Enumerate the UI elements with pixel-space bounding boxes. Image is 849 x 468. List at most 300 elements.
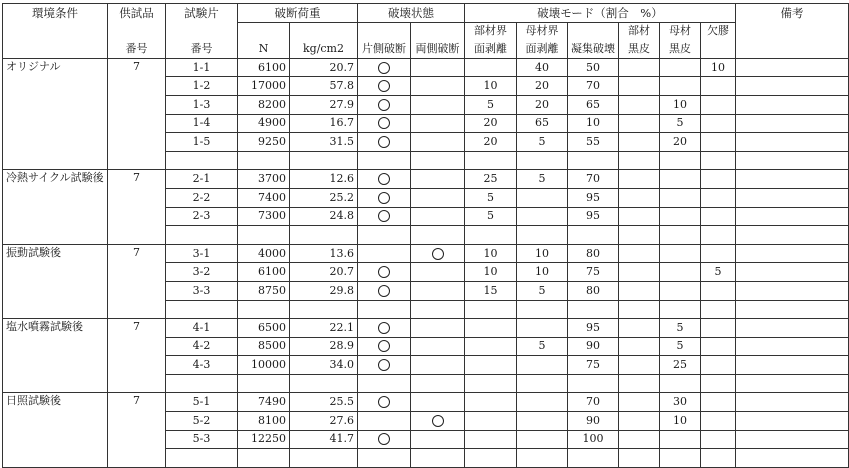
circle-mark-icon [378,322,390,334]
header-piece-line1: 試験片 [166,4,238,23]
mode-m4 [619,244,660,263]
sample-number: 7 [108,244,166,318]
state-one-side [358,188,411,207]
env-condition: 塩水噴霧試験後 [3,319,108,393]
piece-number: 5-2 [166,412,238,431]
load-n: 3700 [238,170,290,189]
blank-cell [736,374,849,393]
state-both-sides [411,430,465,449]
load-kg: 27.9 [290,95,358,114]
state-both-sides [411,77,465,96]
header-load: 破断荷重 [238,4,358,23]
load-kg: 22.1 [290,319,358,338]
state-one-side [358,319,411,338]
blank-cell [465,151,517,170]
piece-number: 1-4 [166,114,238,133]
blank-cell [736,226,849,245]
piece-number: 2-1 [166,170,238,189]
notes-cell [736,114,849,133]
mode-m4 [619,207,660,226]
blank-cell [465,449,517,468]
header-mode-m6-blank [701,40,736,58]
sample-number: 7 [108,393,166,467]
header-piece-line2: 番号 [166,40,238,58]
state-one-side [358,133,411,152]
notes-cell [736,58,849,77]
table-body [3,4,849,468]
header-mode-m5-line2: 黒皮 [660,40,701,58]
blank-cell [736,449,849,468]
load-kg: 29.8 [290,281,358,300]
load-kg: 16.7 [290,114,358,133]
notes-cell [736,207,849,226]
notes-cell [736,393,849,412]
circle-mark-icon [378,285,390,297]
blank-cell [568,300,619,319]
mode-m5: 5 [660,337,701,356]
header-notes-blank-2 [736,40,849,58]
piece-number: 4-2 [166,337,238,356]
blank-cell [358,151,411,170]
mode-m6 [701,337,736,356]
load-kg: 25.5 [290,393,358,412]
blank-cell [517,151,568,170]
blank-cell [619,300,660,319]
state-one-side [358,77,411,96]
mode-m6 [701,170,736,189]
load-kg: 24.8 [290,207,358,226]
header-state: 破壊状態 [358,4,465,23]
circle-mark-icon [378,173,390,185]
load-n: 17000 [238,77,290,96]
header-env-blank [3,22,108,40]
load-n: 8500 [238,337,290,356]
blank-cell [568,226,619,245]
header-state-both: 両側破断 [411,40,465,58]
circle-mark-icon [378,340,390,352]
mode-m4 [619,188,660,207]
header-mode-m1-line1: 部材界 [465,22,517,40]
header-sample-line2: 番号 [108,40,166,58]
state-both-sides [411,356,465,375]
piece-number: 2-2 [166,188,238,207]
blank-cell [166,449,238,468]
state-one-side [358,114,411,133]
mode-m5: 5 [660,319,701,338]
mode-m5 [660,263,701,282]
piece-number: 2-3 [166,207,238,226]
header-load-kg-blank [290,22,358,40]
header-mode-m5-line1: 母材 [660,22,701,40]
mode-m2: 5 [517,170,568,189]
blank-cell [660,226,701,245]
piece-number: 3-2 [166,263,238,282]
notes-cell [736,244,849,263]
load-n: 8200 [238,95,290,114]
mode-m5 [660,244,701,263]
mode-m3: 70 [568,170,619,189]
mode-m2 [517,412,568,431]
state-both-sides [411,337,465,356]
blank-cell [238,300,290,319]
load-n: 12250 [238,430,290,449]
blank-cell [619,226,660,245]
mode-m3: 100 [568,430,619,449]
state-one-side [358,58,411,77]
mode-m3: 90 [568,412,619,431]
header-load-kg: kg/cm2 [290,40,358,58]
env-condition: オリジナル [3,58,108,170]
mode-m6 [701,393,736,412]
mode-m6 [701,95,736,114]
blank-cell [660,300,701,319]
mode-m6: 5 [701,263,736,282]
load-n: 9250 [238,133,290,152]
mode-m4 [619,263,660,282]
mode-m4 [619,337,660,356]
mode-m2 [517,207,568,226]
header-mode-m2-line1: 母材界 [517,22,568,40]
blank-cell [465,300,517,319]
mode-m5 [660,77,701,96]
mode-m5 [660,281,701,300]
mode-m4 [619,393,660,412]
mode-m6 [701,412,736,431]
load-kg: 20.7 [290,263,358,282]
piece-number: 4-1 [166,319,238,338]
mode-m3: 50 [568,58,619,77]
mode-m1: 5 [465,95,517,114]
load-n: 7400 [238,188,290,207]
sample-number: 7 [108,58,166,170]
mode-m6 [701,207,736,226]
table-row [3,244,849,263]
mode-m5: 10 [660,95,701,114]
load-n: 8100 [238,412,290,431]
state-one-side [358,393,411,412]
mode-m2 [517,319,568,338]
notes-cell [736,77,849,96]
state-both-sides [411,393,465,412]
blank-cell [619,151,660,170]
blank-cell [701,226,736,245]
header-notes: 備考 [736,4,849,23]
mode-m6 [701,281,736,300]
state-both-sides [411,114,465,133]
mode-m5: 5 [660,114,701,133]
mode-m3: 80 [568,244,619,263]
blank-cell [701,449,736,468]
table-row [3,170,849,189]
header-state-one: 片側破断 [358,40,411,58]
test-results-table [2,3,849,468]
mode-m1 [465,356,517,375]
mode-m4 [619,133,660,152]
header-mode-m4-line1: 部材 [619,22,660,40]
table-row [3,393,849,412]
blank-cell [568,374,619,393]
blank-cell [736,300,849,319]
state-both-sides [411,319,465,338]
table-row [3,319,849,338]
blank-cell [619,449,660,468]
blank-cell [517,226,568,245]
mode-m4 [619,170,660,189]
header-notes-blank [736,22,849,40]
notes-cell [736,337,849,356]
circle-mark-icon [378,117,390,129]
mode-m4 [619,58,660,77]
state-both-sides [411,281,465,300]
header-state-both-blank [411,22,465,40]
sample-number: 7 [108,319,166,393]
blank-cell [619,374,660,393]
blank-cell [517,449,568,468]
load-n: 6100 [238,263,290,282]
mode-m6 [701,319,736,338]
state-one-side [358,263,411,282]
state-both-sides [411,412,465,431]
mode-m5 [660,207,701,226]
mode-m3: 95 [568,188,619,207]
mode-m5: 10 [660,412,701,431]
blank-cell [517,374,568,393]
state-one-side [358,430,411,449]
header-row-2 [3,22,849,40]
mode-m2: 20 [517,77,568,96]
blank-cell [411,449,465,468]
circle-mark-icon [432,248,444,260]
mode-m3: 70 [568,393,619,412]
mode-m6 [701,244,736,263]
header-mode: 破壊モード（割合 %） [465,4,736,23]
header-row-1 [3,4,849,23]
blank-cell [290,374,358,393]
mode-m3: 90 [568,337,619,356]
load-kg: 12.6 [290,170,358,189]
blank-cell [660,374,701,393]
mode-m1: 5 [465,207,517,226]
env-condition: 冷熱サイクル試験後 [3,170,108,244]
load-kg: 34.0 [290,356,358,375]
blank-cell [660,151,701,170]
mode-m4 [619,430,660,449]
mode-m2: 5 [517,281,568,300]
header-piece-blank [166,22,238,40]
blank-cell [517,300,568,319]
piece-number: 5-1 [166,393,238,412]
circle-mark-icon [378,99,390,111]
blank-cell [465,226,517,245]
load-n: 7300 [238,207,290,226]
mode-m2: 10 [517,244,568,263]
notes-cell [736,95,849,114]
notes-cell [736,188,849,207]
mode-m4 [619,114,660,133]
blank-cell [238,151,290,170]
load-kg: 25.2 [290,188,358,207]
blank-cell [411,374,465,393]
header-row-3 [3,40,849,58]
header-load-n: N [238,40,290,58]
circle-mark-icon [378,80,390,92]
mode-m1 [465,412,517,431]
header-env-blank-2 [3,40,108,58]
blank-cell [238,374,290,393]
circle-mark-icon [378,210,390,222]
mode-m1: 25 [465,170,517,189]
mode-m1: 10 [465,263,517,282]
circle-mark-icon [378,396,390,408]
load-kg: 20.7 [290,58,358,77]
piece-number: 1-1 [166,58,238,77]
load-kg: 28.9 [290,337,358,356]
mode-m2: 10 [517,263,568,282]
mode-m6 [701,356,736,375]
mode-m4 [619,356,660,375]
piece-number: 1-2 [166,77,238,96]
mode-m2: 5 [517,133,568,152]
mode-m3: 80 [568,281,619,300]
state-one-side [358,207,411,226]
notes-cell [736,356,849,375]
load-kg: 57.8 [290,77,358,96]
state-one-side [358,412,411,431]
mode-m3: 95 [568,319,619,338]
blank-cell [660,449,701,468]
mode-m6 [701,188,736,207]
notes-cell [736,170,849,189]
load-kg: 13.6 [290,244,358,263]
blank-cell [465,374,517,393]
state-both-sides [411,58,465,77]
mode-m3: 75 [568,356,619,375]
mode-m1: 20 [465,133,517,152]
mode-m4 [619,281,660,300]
mode-m1: 15 [465,281,517,300]
mode-m2 [517,393,568,412]
table-row [3,58,849,77]
circle-mark-icon [378,192,390,204]
piece-number: 1-3 [166,95,238,114]
header-mode-m1-line2: 面剥離 [465,40,517,58]
circle-mark-icon [378,359,390,371]
state-one-side [358,95,411,114]
header-state-one-blank [358,22,411,40]
circle-mark-icon [432,415,444,427]
load-n: 4000 [238,244,290,263]
blank-cell [358,226,411,245]
blank-cell [736,151,849,170]
blank-cell [411,300,465,319]
state-both-sides [411,207,465,226]
load-n: 8750 [238,281,290,300]
state-one-side [358,356,411,375]
blank-cell [701,374,736,393]
mode-m5 [660,170,701,189]
header-mode-m4-line2: 黒皮 [619,40,660,58]
blank-cell [411,226,465,245]
load-n: 10000 [238,356,290,375]
state-both-sides [411,133,465,152]
circle-mark-icon [378,433,390,445]
notes-cell [736,430,849,449]
load-n: 6500 [238,319,290,338]
mode-m5: 30 [660,393,701,412]
blank-cell [701,151,736,170]
blank-cell [568,449,619,468]
piece-number: 5-3 [166,430,238,449]
mode-m6 [701,114,736,133]
mode-m5 [660,430,701,449]
state-one-side [358,170,411,189]
blank-cell [238,226,290,245]
blank-cell [166,374,238,393]
mode-m4 [619,412,660,431]
header-sample-line1: 供試品 [108,4,166,23]
mode-m2 [517,430,568,449]
mode-m5: 25 [660,356,701,375]
notes-cell [736,319,849,338]
blank-cell [411,151,465,170]
mode-m2: 5 [517,337,568,356]
load-kg: 41.7 [290,430,358,449]
blank-cell [358,300,411,319]
mode-m1 [465,319,517,338]
mode-m1: 10 [465,244,517,263]
blank-cell [166,151,238,170]
mode-m3: 65 [568,95,619,114]
env-condition: 振動試験後 [3,244,108,318]
header-load-n-blank [238,22,290,40]
mode-m6 [701,133,736,152]
mode-m1 [465,393,517,412]
state-both-sides [411,263,465,282]
mode-m1 [465,58,517,77]
load-n: 7490 [238,393,290,412]
mode-m6 [701,77,736,96]
state-both-sides [411,188,465,207]
state-one-side [358,281,411,300]
mode-m3: 70 [568,77,619,96]
blank-cell [568,151,619,170]
mode-m2: 65 [517,114,568,133]
env-condition: 日照試験後 [3,393,108,467]
blank-cell [166,226,238,245]
load-kg: 27.6 [290,412,358,431]
mode-m2 [517,188,568,207]
notes-cell [736,263,849,282]
state-both-sides [411,95,465,114]
notes-cell [736,133,849,152]
circle-mark-icon [378,62,390,74]
mode-m1 [465,337,517,356]
mode-m2 [517,356,568,375]
circle-mark-icon [378,136,390,148]
mode-m3: 95 [568,207,619,226]
state-one-side [358,337,411,356]
blank-cell [290,226,358,245]
blank-cell [290,151,358,170]
piece-number: 1-5 [166,133,238,152]
mode-m1: 5 [465,188,517,207]
header-mode-m3-blank [568,22,619,40]
mode-m4 [619,95,660,114]
mode-m4 [619,77,660,96]
mode-m3: 55 [568,133,619,152]
mode-m2: 20 [517,95,568,114]
piece-number: 3-3 [166,281,238,300]
